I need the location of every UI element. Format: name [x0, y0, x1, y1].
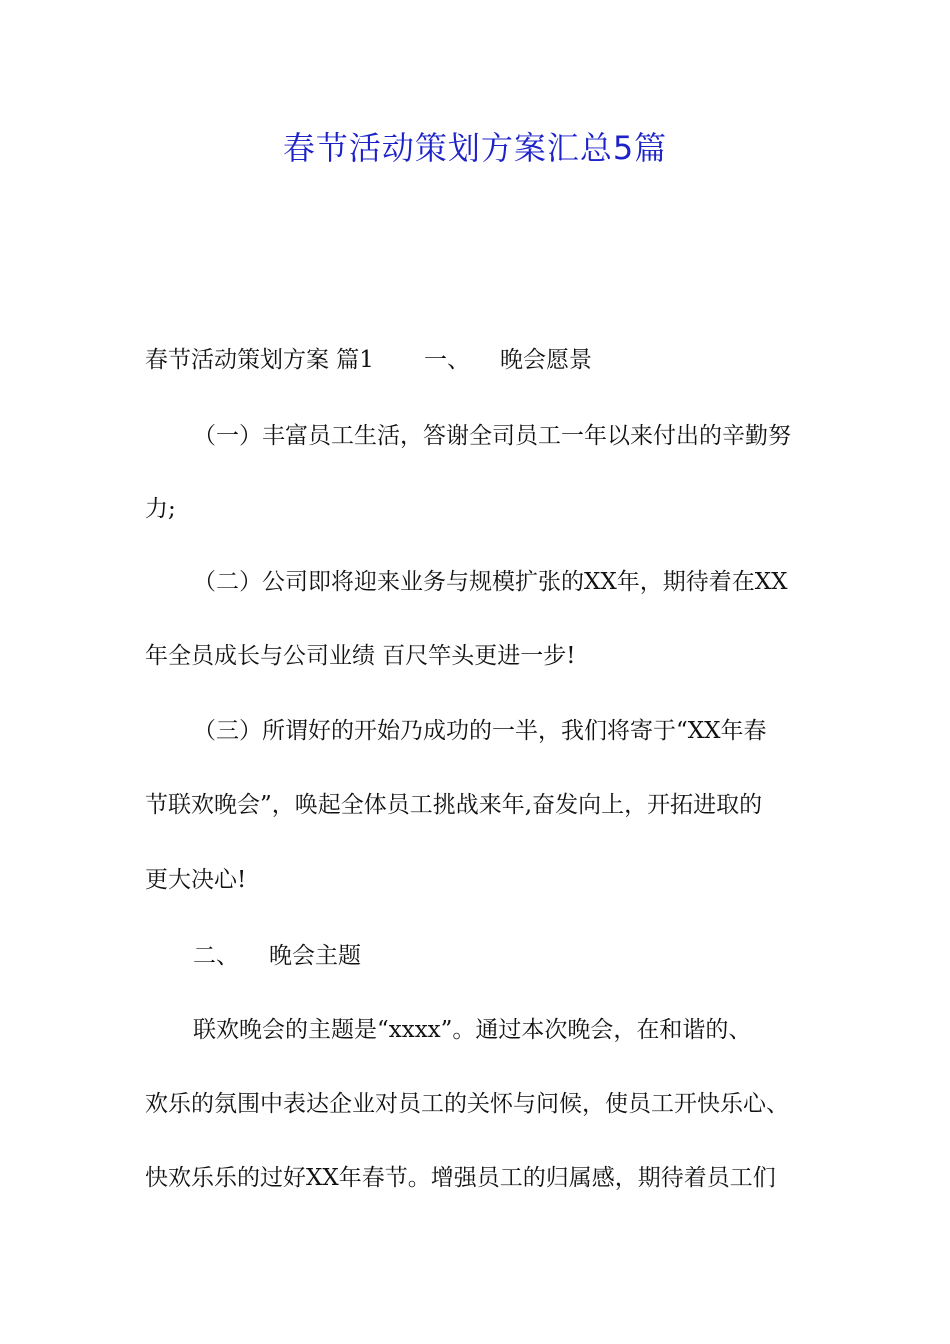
paragraph-line: 节联欢晚会”，唤起全体员工挑战来年,奋发向上，开拓进取的 — [145, 792, 763, 818]
paragraph-line: 年全员成长与公司业绩 百尺竿头更进一步! — [145, 643, 576, 669]
section-title: 晚会主题 — [269, 943, 361, 969]
paragraph-line: 欢乐的氛围中表达企业对员工的关怀与问候，使员工开快乐心、 — [145, 1091, 789, 1117]
heading-line — [145, 345, 835, 375]
paragraph-line: （三）所谓好的开始乃成功的一半，我们将寄于“XX年春 — [193, 718, 767, 744]
section-number: 二、 — [193, 943, 239, 969]
document-title: 春节活动策划方案汇总5篇 — [282, 129, 668, 167]
paragraph-line: 联欢晚会的主题是“xxxx”。通过本次晚会，在和谐的、 — [193, 1017, 752, 1043]
paragraph-line: 快欢乐乐的过好XX年春节。增强员工的归属感，期待着员工们 — [145, 1165, 776, 1191]
paragraph-line: 力; — [145, 496, 176, 522]
section-title: 晚会愿景 — [499, 347, 592, 373]
section-number: 一、 — [423, 347, 470, 373]
section-heading — [193, 941, 883, 971]
paragraph-line: 更大决心! — [145, 867, 247, 893]
paragraph-line: （二）公司即将迎来业务与规模扩张的XX年，期待着在XX — [193, 569, 788, 595]
paragraph-line: （一）丰富员工生活，答谢全司员工一年以来付出的辛勤努 — [193, 423, 791, 449]
article-label: 春节活动策划方案 篇1 — [145, 347, 374, 373]
